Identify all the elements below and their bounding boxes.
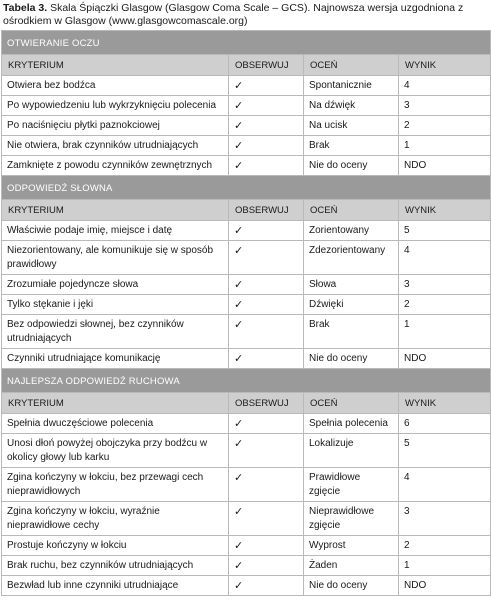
criterion-cell: Bez odpowiedzi słownej, bez czynników utrudniających: [2, 315, 229, 349]
table-row: [2, 295, 491, 315]
assessment-cell: Nie do oceny: [304, 156, 399, 176]
assessment-cell: Na ucisk: [304, 116, 399, 136]
header-wynik: WYNIK: [399, 200, 491, 221]
table-row: [2, 468, 491, 502]
section-title: NAJLEPSZA ODPOWIEDŹ RUCHOWA: [2, 369, 491, 393]
assessment-cell: Nie do oceny: [304, 349, 399, 369]
score-cell: NDO: [399, 156, 491, 176]
criterion-cell: Po naciśnięciu płytki paznokciowej: [2, 116, 229, 136]
header-kryterium: KRYTERIUM: [2, 393, 229, 414]
table-row: [2, 556, 491, 576]
gcs-table: [1, 30, 491, 596]
column-header-row: [2, 55, 491, 76]
table-row: [2, 156, 491, 176]
column-header-row: [2, 393, 491, 414]
assessment-cell: Zorientowany: [304, 221, 399, 241]
assessment-cell: Spontanicznie: [304, 76, 399, 96]
assessment-cell: Nie do oceny: [304, 576, 399, 596]
criterion-cell: Zrozumiałe pojedyncze słowa: [2, 275, 229, 295]
score-cell: 3: [399, 275, 491, 295]
check-icon: ✓: [229, 576, 304, 596]
score-cell: 5: [399, 221, 491, 241]
score-cell: 1: [399, 315, 491, 349]
column-header-row: [2, 200, 491, 221]
table-row: [2, 349, 491, 369]
criterion-cell: Prostuje kończyny w łokciu: [2, 536, 229, 556]
score-cell: 3: [399, 502, 491, 536]
assessment-cell: Nieprawidłowe zgięcie: [304, 502, 399, 536]
caption-text: Skala Śpiączki Glasgow (Glasgow Coma Scale – GCS). Najnowsza wersja uzgodniona z ośrodkiem w Glasgow (www.glasgowcomascale.org): [3, 2, 464, 27]
assessment-cell: Żaden: [304, 556, 399, 576]
header-kryterium: KRYTERIUM: [2, 200, 229, 221]
assessment-cell: Prawidłowe zgięcie: [304, 468, 399, 502]
criterion-cell: Po wypowiedzeniu lub wykrzyknięciu polecenia: [2, 96, 229, 116]
assessment-cell: Dźwięki: [304, 295, 399, 315]
criterion-cell: Zgina kończyny w łokciu, bez przewagi cech nieprawidłowych: [2, 468, 229, 502]
check-icon: ✓: [229, 502, 304, 536]
caption-label: Tabela 3.: [3, 2, 48, 14]
score-cell: 5: [399, 434, 491, 468]
table-row: [2, 221, 491, 241]
section-header: [2, 369, 491, 393]
criterion-cell: Brak ruchu, bez czynników utrudniających: [2, 556, 229, 576]
header-ocen: OCEŃ: [304, 393, 399, 414]
assessment-cell: Słowa: [304, 275, 399, 295]
check-icon: ✓: [229, 221, 304, 241]
criterion-cell: Nie otwiera, brak czynników utrudniających: [2, 136, 229, 156]
assessment-cell: Na dźwięk: [304, 96, 399, 116]
table-caption: [0, 0, 491, 30]
score-cell: NDO: [399, 349, 491, 369]
header-ocen: OCEŃ: [304, 55, 399, 76]
table-row: [2, 136, 491, 156]
criterion-cell: Spełnia dwuczęściowe polecenia: [2, 414, 229, 434]
check-icon: ✓: [229, 556, 304, 576]
criterion-cell: Unosi dłoń powyżej obojczyka przy bodźcu w okolicy głowy lub karku: [2, 434, 229, 468]
criterion-cell: Tylko stękanie i jęki: [2, 295, 229, 315]
score-cell: 1: [399, 136, 491, 156]
table-row: [2, 275, 491, 295]
check-icon: ✓: [229, 241, 304, 275]
check-icon: ✓: [229, 349, 304, 369]
score-cell: 4: [399, 76, 491, 96]
section-header: [2, 31, 491, 55]
assessment-cell: Brak: [304, 315, 399, 349]
assessment-cell: Wyprost: [304, 536, 399, 556]
score-cell: 2: [399, 295, 491, 315]
section-title: OTWIERANIE OCZU: [2, 31, 491, 55]
criterion-cell: Zamknięte z powodu czynników zewnętrznych: [2, 156, 229, 176]
header-ocen: OCEŃ: [304, 200, 399, 221]
score-cell: 4: [399, 241, 491, 275]
score-cell: NDO: [399, 576, 491, 596]
score-cell: 4: [399, 468, 491, 502]
table-row: [2, 315, 491, 349]
check-icon: ✓: [229, 315, 304, 349]
check-icon: ✓: [229, 76, 304, 96]
table-row: [2, 536, 491, 556]
check-icon: ✓: [229, 414, 304, 434]
check-icon: ✓: [229, 536, 304, 556]
section-title: ODPOWIEDŹ SŁOWNA: [2, 176, 491, 200]
header-wynik: WYNIK: [399, 393, 491, 414]
criterion-cell: Zgina kończyny w łokciu, wyraźnie nieprawidłowe cechy: [2, 502, 229, 536]
criterion-cell: Czynniki utrudniające komunikację: [2, 349, 229, 369]
score-cell: 1: [399, 556, 491, 576]
table-row: [2, 116, 491, 136]
criterion-cell: Otwiera bez bodźca: [2, 76, 229, 96]
table-row: [2, 76, 491, 96]
score-cell: 2: [399, 536, 491, 556]
score-cell: 3: [399, 96, 491, 116]
table-row: [2, 502, 491, 536]
check-icon: ✓: [229, 96, 304, 116]
check-icon: ✓: [229, 136, 304, 156]
header-kryterium: KRYTERIUM: [2, 55, 229, 76]
table-row: [2, 434, 491, 468]
table-row: [2, 414, 491, 434]
header-obserwuj: OBSERWUJ: [229, 393, 304, 414]
assessment-cell: Lokalizuje: [304, 434, 399, 468]
section-header: [2, 176, 491, 200]
table-row: [2, 241, 491, 275]
assessment-cell: Zdezorientowany: [304, 241, 399, 275]
header-obserwuj: OBSERWUJ: [229, 200, 304, 221]
header-obserwuj: OBSERWUJ: [229, 55, 304, 76]
score-cell: 6: [399, 414, 491, 434]
table-row: [2, 576, 491, 596]
assessment-cell: Brak: [304, 136, 399, 156]
score-cell: 2: [399, 116, 491, 136]
criterion-cell: Właściwie podaje imię, miejsce i datę: [2, 221, 229, 241]
table-row: [2, 96, 491, 116]
check-icon: ✓: [229, 116, 304, 136]
check-icon: ✓: [229, 156, 304, 176]
check-icon: ✓: [229, 295, 304, 315]
check-icon: ✓: [229, 434, 304, 468]
check-icon: ✓: [229, 468, 304, 502]
criterion-cell: Bezwład lub inne czynniki utrudniające: [2, 576, 229, 596]
gcs-table-body: [2, 31, 491, 596]
assessment-cell: Spełnia polecenia: [304, 414, 399, 434]
header-wynik: WYNIK: [399, 55, 491, 76]
criterion-cell: Niezorientowany, ale komunikuje się w sposób prawidłowy: [2, 241, 229, 275]
check-icon: ✓: [229, 275, 304, 295]
